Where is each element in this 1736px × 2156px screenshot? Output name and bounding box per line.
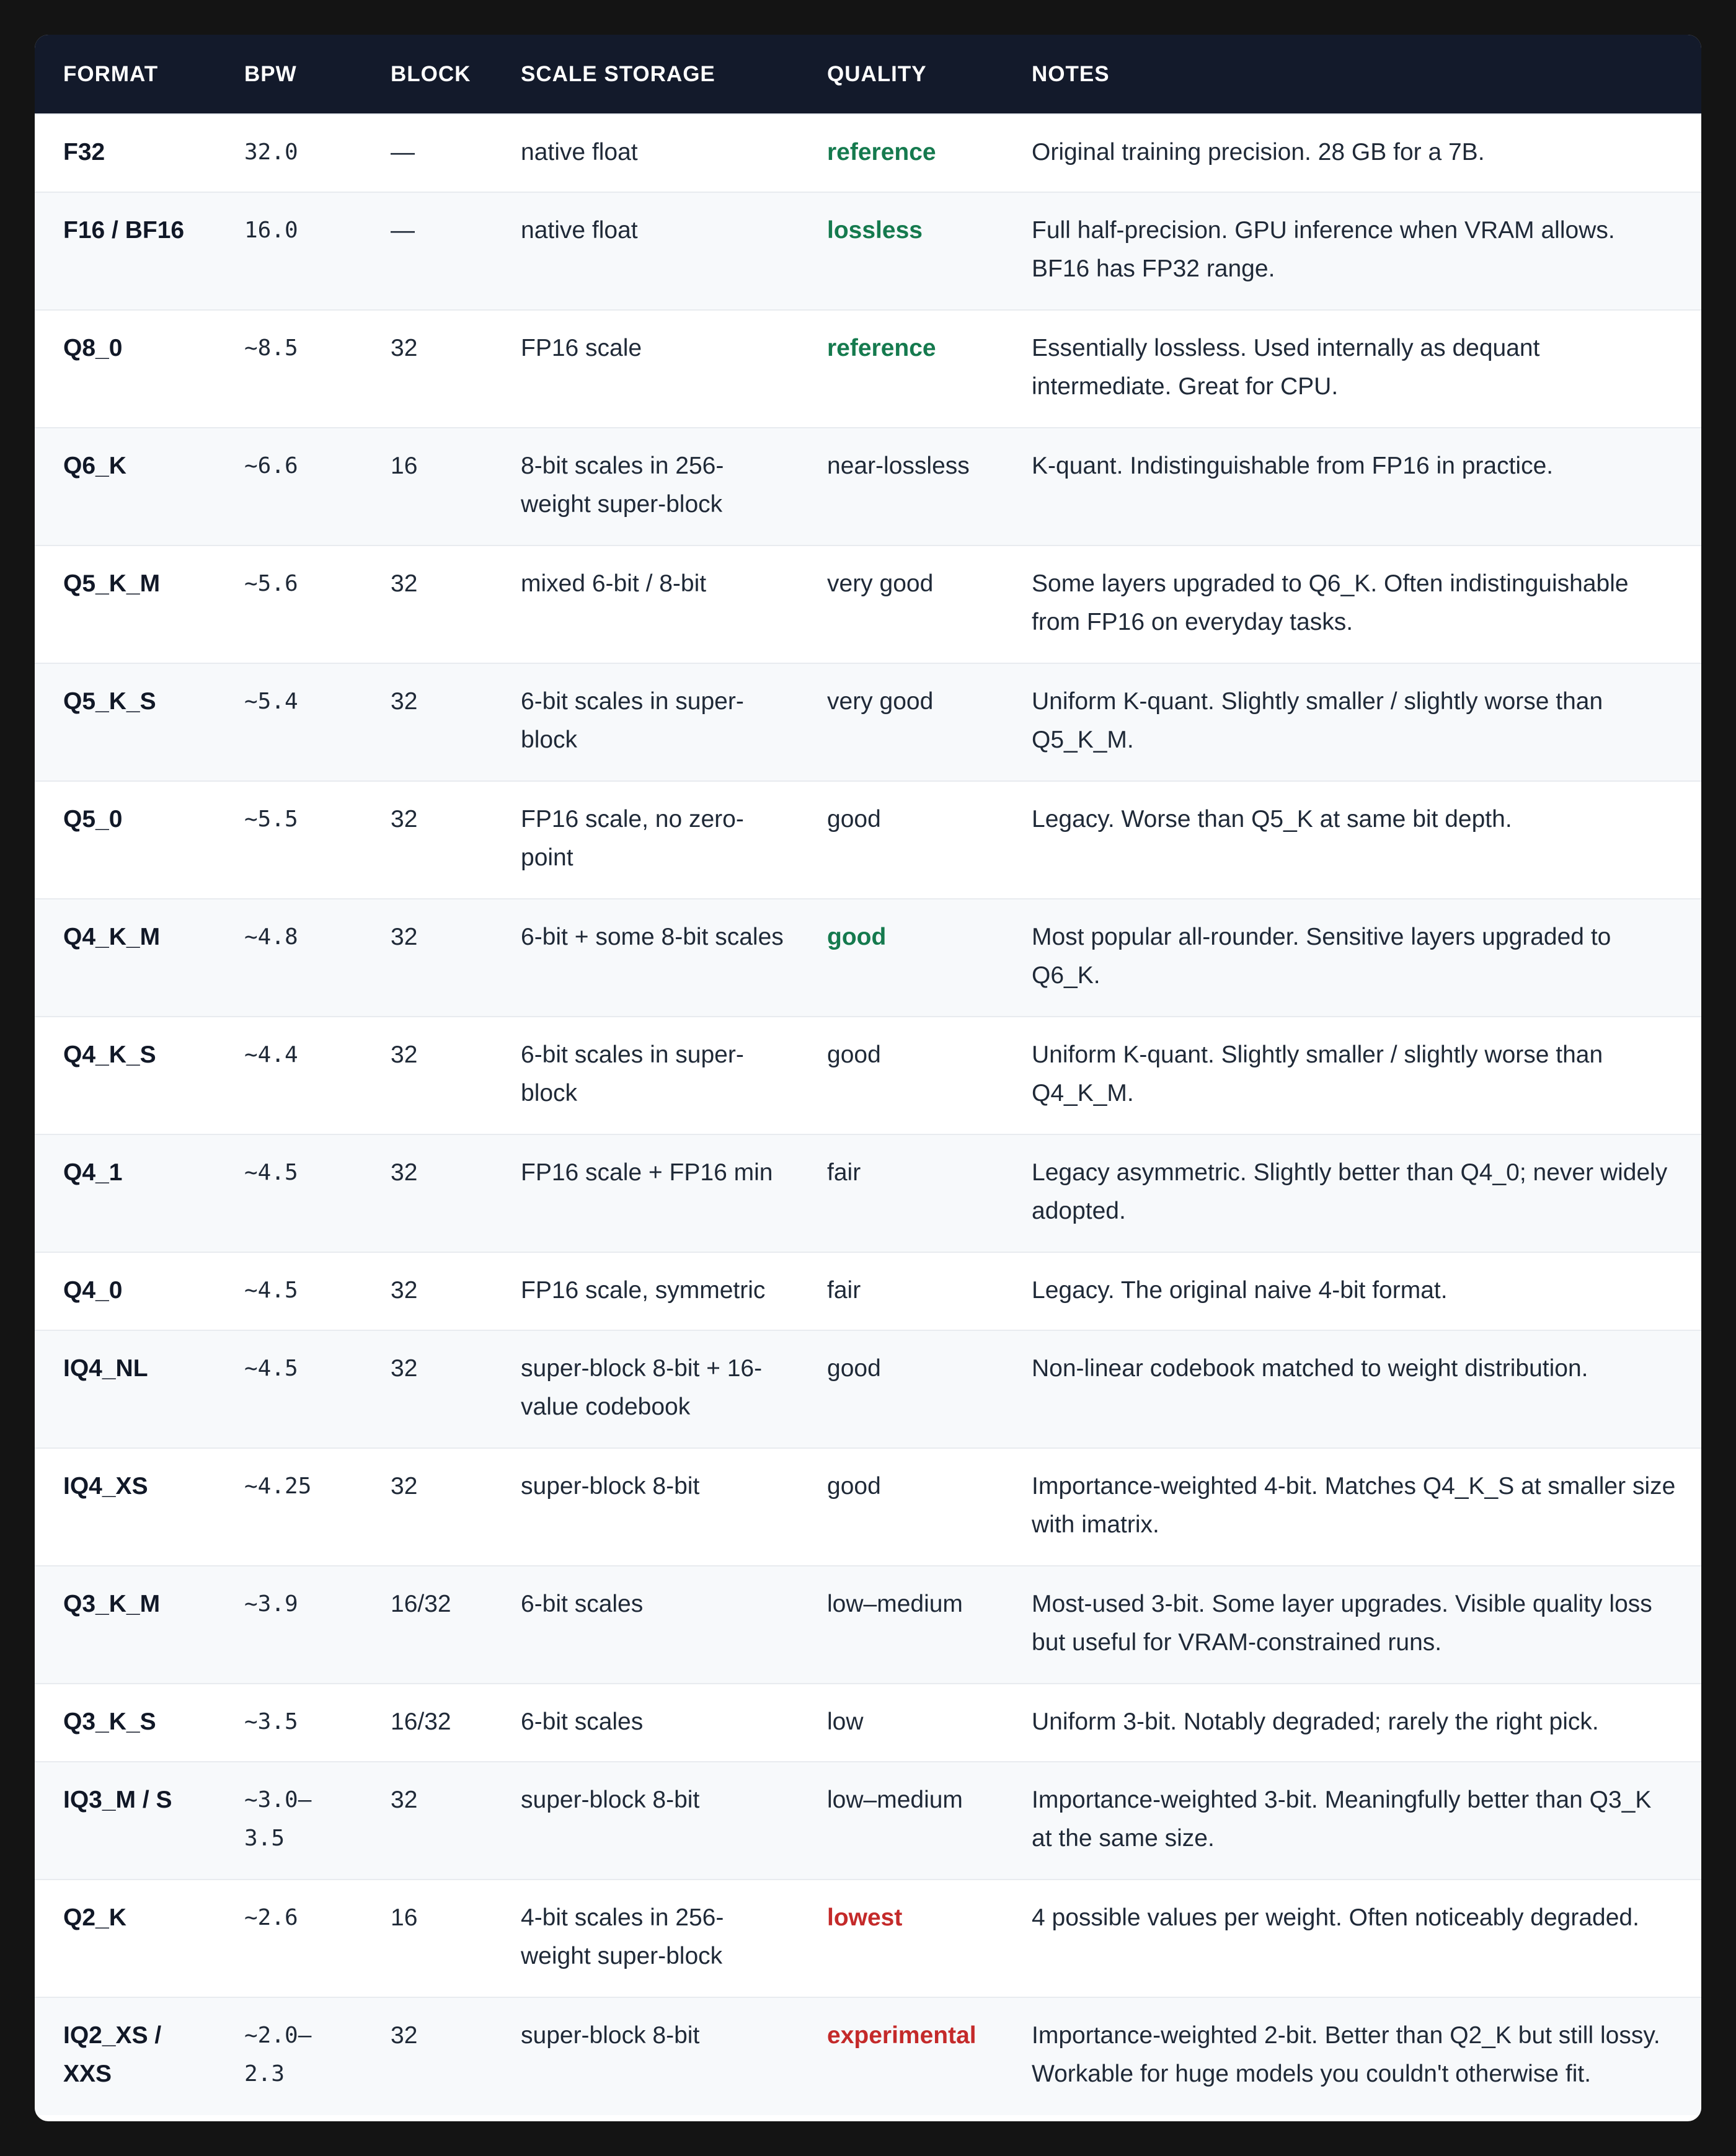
- block-cell: 32: [362, 781, 492, 899]
- bpw-cell: ~4.8: [216, 899, 362, 1017]
- header-scale-storage: SCALE STORAGE: [521, 61, 715, 86]
- format-cell: Q2_K: [35, 1880, 216, 1997]
- table-row: [35, 114, 1701, 192]
- quality-cell: very good: [799, 546, 1003, 663]
- block-cell: 32: [362, 1134, 492, 1252]
- table-row: [35, 428, 1701, 546]
- quality-cell: near-lossless: [799, 428, 1003, 546]
- scale-storage-cell: 6-bit + some 8-bit scales: [492, 899, 799, 1017]
- bpw-cell: ~3.0–3.5: [216, 1762, 362, 1880]
- bpw-cell: ~3.9: [216, 1566, 362, 1684]
- quality-cell: experimental: [799, 1997, 1003, 2115]
- format-cell: Q4_K_S: [35, 1017, 216, 1134]
- table-row: [35, 1252, 1701, 1330]
- bpw-cell: ~2.0–2.3: [216, 1997, 362, 2115]
- table-row: [35, 546, 1701, 663]
- block-cell: 32: [362, 899, 492, 1017]
- block-cell: 32: [362, 1997, 492, 2115]
- notes-cell: Most popular all-rounder. Sensitive layers upgraded to Q6_K.: [1003, 899, 1701, 1017]
- table-row: [35, 1997, 1701, 2115]
- block-cell: 32: [362, 1448, 492, 1566]
- notes-cell: Legacy asymmetric. Slightly better than Q4_0; never widely adopted.: [1003, 1134, 1701, 1252]
- quant-formats-table: [35, 35, 1701, 2115]
- scale-storage-cell: mixed 6-bit / 8-bit: [492, 546, 799, 663]
- scale-storage-cell: super-block 8-bit: [492, 1448, 799, 1566]
- notes-cell: Uniform K-quant. Slightly smaller / slightly worse than Q5_K_M.: [1003, 663, 1701, 781]
- table-row: [35, 1762, 1701, 1880]
- scale-storage-cell: 6-bit scales: [492, 1684, 799, 1762]
- block-cell: 32: [362, 1330, 492, 1448]
- format-cell: Q4_0: [35, 1252, 216, 1330]
- table-row: [35, 1330, 1701, 1448]
- notes-cell: Legacy. The original naive 4-bit format.: [1003, 1252, 1701, 1330]
- format-cell: IQ2_XS / XXS: [35, 1997, 216, 2115]
- bpw-cell: ~5.4: [216, 663, 362, 781]
- notes-cell: Full half-precision. GPU inference when VRAM allows. BF16 has FP32 range.: [1003, 192, 1701, 310]
- scale-storage-cell: 6-bit scales: [492, 1566, 799, 1684]
- table-row: [35, 1566, 1701, 1684]
- quant-formats-table-card: [35, 35, 1701, 2121]
- block-cell: 16/32: [362, 1566, 492, 1684]
- format-cell: IQ3_M / S: [35, 1762, 216, 1880]
- scale-storage-cell: super-block 8-bit: [492, 1762, 799, 1880]
- scale-storage-cell: native float: [492, 192, 799, 310]
- block-cell: —: [362, 192, 492, 310]
- scale-storage-cell: FP16 scale: [492, 310, 799, 428]
- header-format: FORMAT: [63, 61, 159, 86]
- block-cell: 16: [362, 428, 492, 546]
- notes-cell: Uniform 3-bit. Notably degraded; rarely the right pick.: [1003, 1684, 1701, 1762]
- table-header-row: [35, 35, 1701, 114]
- bpw-cell: ~4.25: [216, 1448, 362, 1566]
- block-cell: 32: [362, 546, 492, 663]
- table-row: [35, 781, 1701, 899]
- bpw-cell: ~8.5: [216, 310, 362, 428]
- quality-cell: good: [799, 1330, 1003, 1448]
- bpw-cell: ~5.5: [216, 781, 362, 899]
- quality-cell: good: [799, 899, 1003, 1017]
- block-cell: 32: [362, 1017, 492, 1134]
- quality-cell: fair: [799, 1252, 1003, 1330]
- bpw-cell: ~6.6: [216, 428, 362, 546]
- scale-storage-cell: 6-bit scales in super-block: [492, 663, 799, 781]
- table-row: [35, 310, 1701, 428]
- scale-storage-cell: 4-bit scales in 256-weight super-block: [492, 1880, 799, 1997]
- block-cell: —: [362, 114, 492, 192]
- scale-storage-cell: FP16 scale + FP16 min: [492, 1134, 799, 1252]
- quality-cell: good: [799, 1448, 1003, 1566]
- bpw-cell: ~5.6: [216, 546, 362, 663]
- scale-storage-cell: super-block 8-bit + 16-value codebook: [492, 1330, 799, 1448]
- quality-cell: lowest: [799, 1880, 1003, 1997]
- table-row: [35, 1134, 1701, 1252]
- quality-cell: low–medium: [799, 1566, 1003, 1684]
- format-cell: Q5_K_M: [35, 546, 216, 663]
- bpw-cell: ~4.5: [216, 1134, 362, 1252]
- quality-cell: good: [799, 781, 1003, 899]
- quality-cell: fair: [799, 1134, 1003, 1252]
- notes-cell: Uniform K-quant. Slightly smaller / slightly worse than Q4_K_M.: [1003, 1017, 1701, 1134]
- format-cell: Q3_K_M: [35, 1566, 216, 1684]
- notes-cell: Importance-weighted 4-bit. Matches Q4_K_S at smaller size with imatrix.: [1003, 1448, 1701, 1566]
- block-cell: 16/32: [362, 1684, 492, 1762]
- bpw-cell: ~3.5: [216, 1684, 362, 1762]
- header-block: BLOCK: [391, 61, 471, 86]
- block-cell: 16: [362, 1880, 492, 1997]
- table-row: [35, 1448, 1701, 1566]
- notes-cell: Essentially lossless. Used internally as dequant intermediate. Great for CPU.: [1003, 310, 1701, 428]
- format-cell: Q8_0: [35, 310, 216, 428]
- block-cell: 32: [362, 1762, 492, 1880]
- quality-cell: good: [799, 1017, 1003, 1134]
- table-row: [35, 1880, 1701, 1997]
- bpw-cell: 16.0: [216, 192, 362, 310]
- scale-storage-cell: super-block 8-bit: [492, 1997, 799, 2115]
- notes-cell: Non-linear codebook matched to weight distribution.: [1003, 1330, 1701, 1448]
- scale-storage-cell: native float: [492, 114, 799, 192]
- format-cell: IQ4_NL: [35, 1330, 216, 1448]
- quality-cell: low–medium: [799, 1762, 1003, 1880]
- table-row: [35, 1017, 1701, 1134]
- quality-cell: reference: [799, 310, 1003, 428]
- bpw-cell: ~4.4: [216, 1017, 362, 1134]
- notes-cell: Original training precision. 28 GB for a 7B.: [1003, 114, 1701, 192]
- notes-cell: Legacy. Worse than Q5_K at same bit depth.: [1003, 781, 1701, 899]
- bpw-cell: ~4.5: [216, 1330, 362, 1448]
- quality-cell: very good: [799, 663, 1003, 781]
- block-cell: 32: [362, 1252, 492, 1330]
- quality-cell: low: [799, 1684, 1003, 1762]
- notes-cell: Importance-weighted 3-bit. Meaningfully better than Q3_K at the same size.: [1003, 1762, 1701, 1880]
- format-cell: Q4_K_M: [35, 899, 216, 1017]
- header-notes: NOTES: [1032, 61, 1110, 86]
- bpw-cell: ~2.6: [216, 1880, 362, 1997]
- scale-storage-cell: FP16 scale, no zero-point: [492, 781, 799, 899]
- table-row: [35, 1684, 1701, 1762]
- scale-storage-cell: FP16 scale, symmetric: [492, 1252, 799, 1330]
- notes-cell: 4 possible values per weight. Often noticeably degraded.: [1003, 1880, 1701, 1997]
- format-cell: Q3_K_S: [35, 1684, 216, 1762]
- scale-storage-cell: 6-bit scales in super-block: [492, 1017, 799, 1134]
- table-row: [35, 899, 1701, 1017]
- quality-cell: lossless: [799, 192, 1003, 310]
- notes-cell: Some layers upgraded to Q6_K. Often indistinguishable from FP16 on everyday tasks.: [1003, 546, 1701, 663]
- format-cell: F16 / BF16: [35, 192, 216, 310]
- header-quality: QUALITY: [827, 61, 927, 86]
- block-cell: 32: [362, 310, 492, 428]
- notes-cell: K-quant. Indistinguishable from FP16 in practice.: [1003, 428, 1701, 546]
- quality-cell: reference: [799, 114, 1003, 192]
- table-row: [35, 663, 1701, 781]
- format-cell: Q6_K: [35, 428, 216, 546]
- notes-cell: Importance-weighted 2-bit. Better than Q2_K but still lossy. Workable for huge models you couldn't otherwise fit.: [1003, 1997, 1701, 2115]
- format-cell: Q5_K_S: [35, 663, 216, 781]
- format-cell: Q5_0: [35, 781, 216, 899]
- table-body: [35, 114, 1701, 2115]
- format-cell: F32: [35, 114, 216, 192]
- header-bpw: BPW: [244, 61, 297, 86]
- block-cell: 32: [362, 663, 492, 781]
- notes-cell: Most-used 3-bit. Some layer upgrades. Visible quality loss but useful for VRAM-constrained runs.: [1003, 1566, 1701, 1684]
- bpw-cell: 32.0: [216, 114, 362, 192]
- format-cell: Q4_1: [35, 1134, 216, 1252]
- scale-storage-cell: 8-bit scales in 256-weight super-block: [492, 428, 799, 546]
- format-cell: IQ4_XS: [35, 1448, 216, 1566]
- bpw-cell: ~4.5: [216, 1252, 362, 1330]
- table-row: [35, 192, 1701, 310]
